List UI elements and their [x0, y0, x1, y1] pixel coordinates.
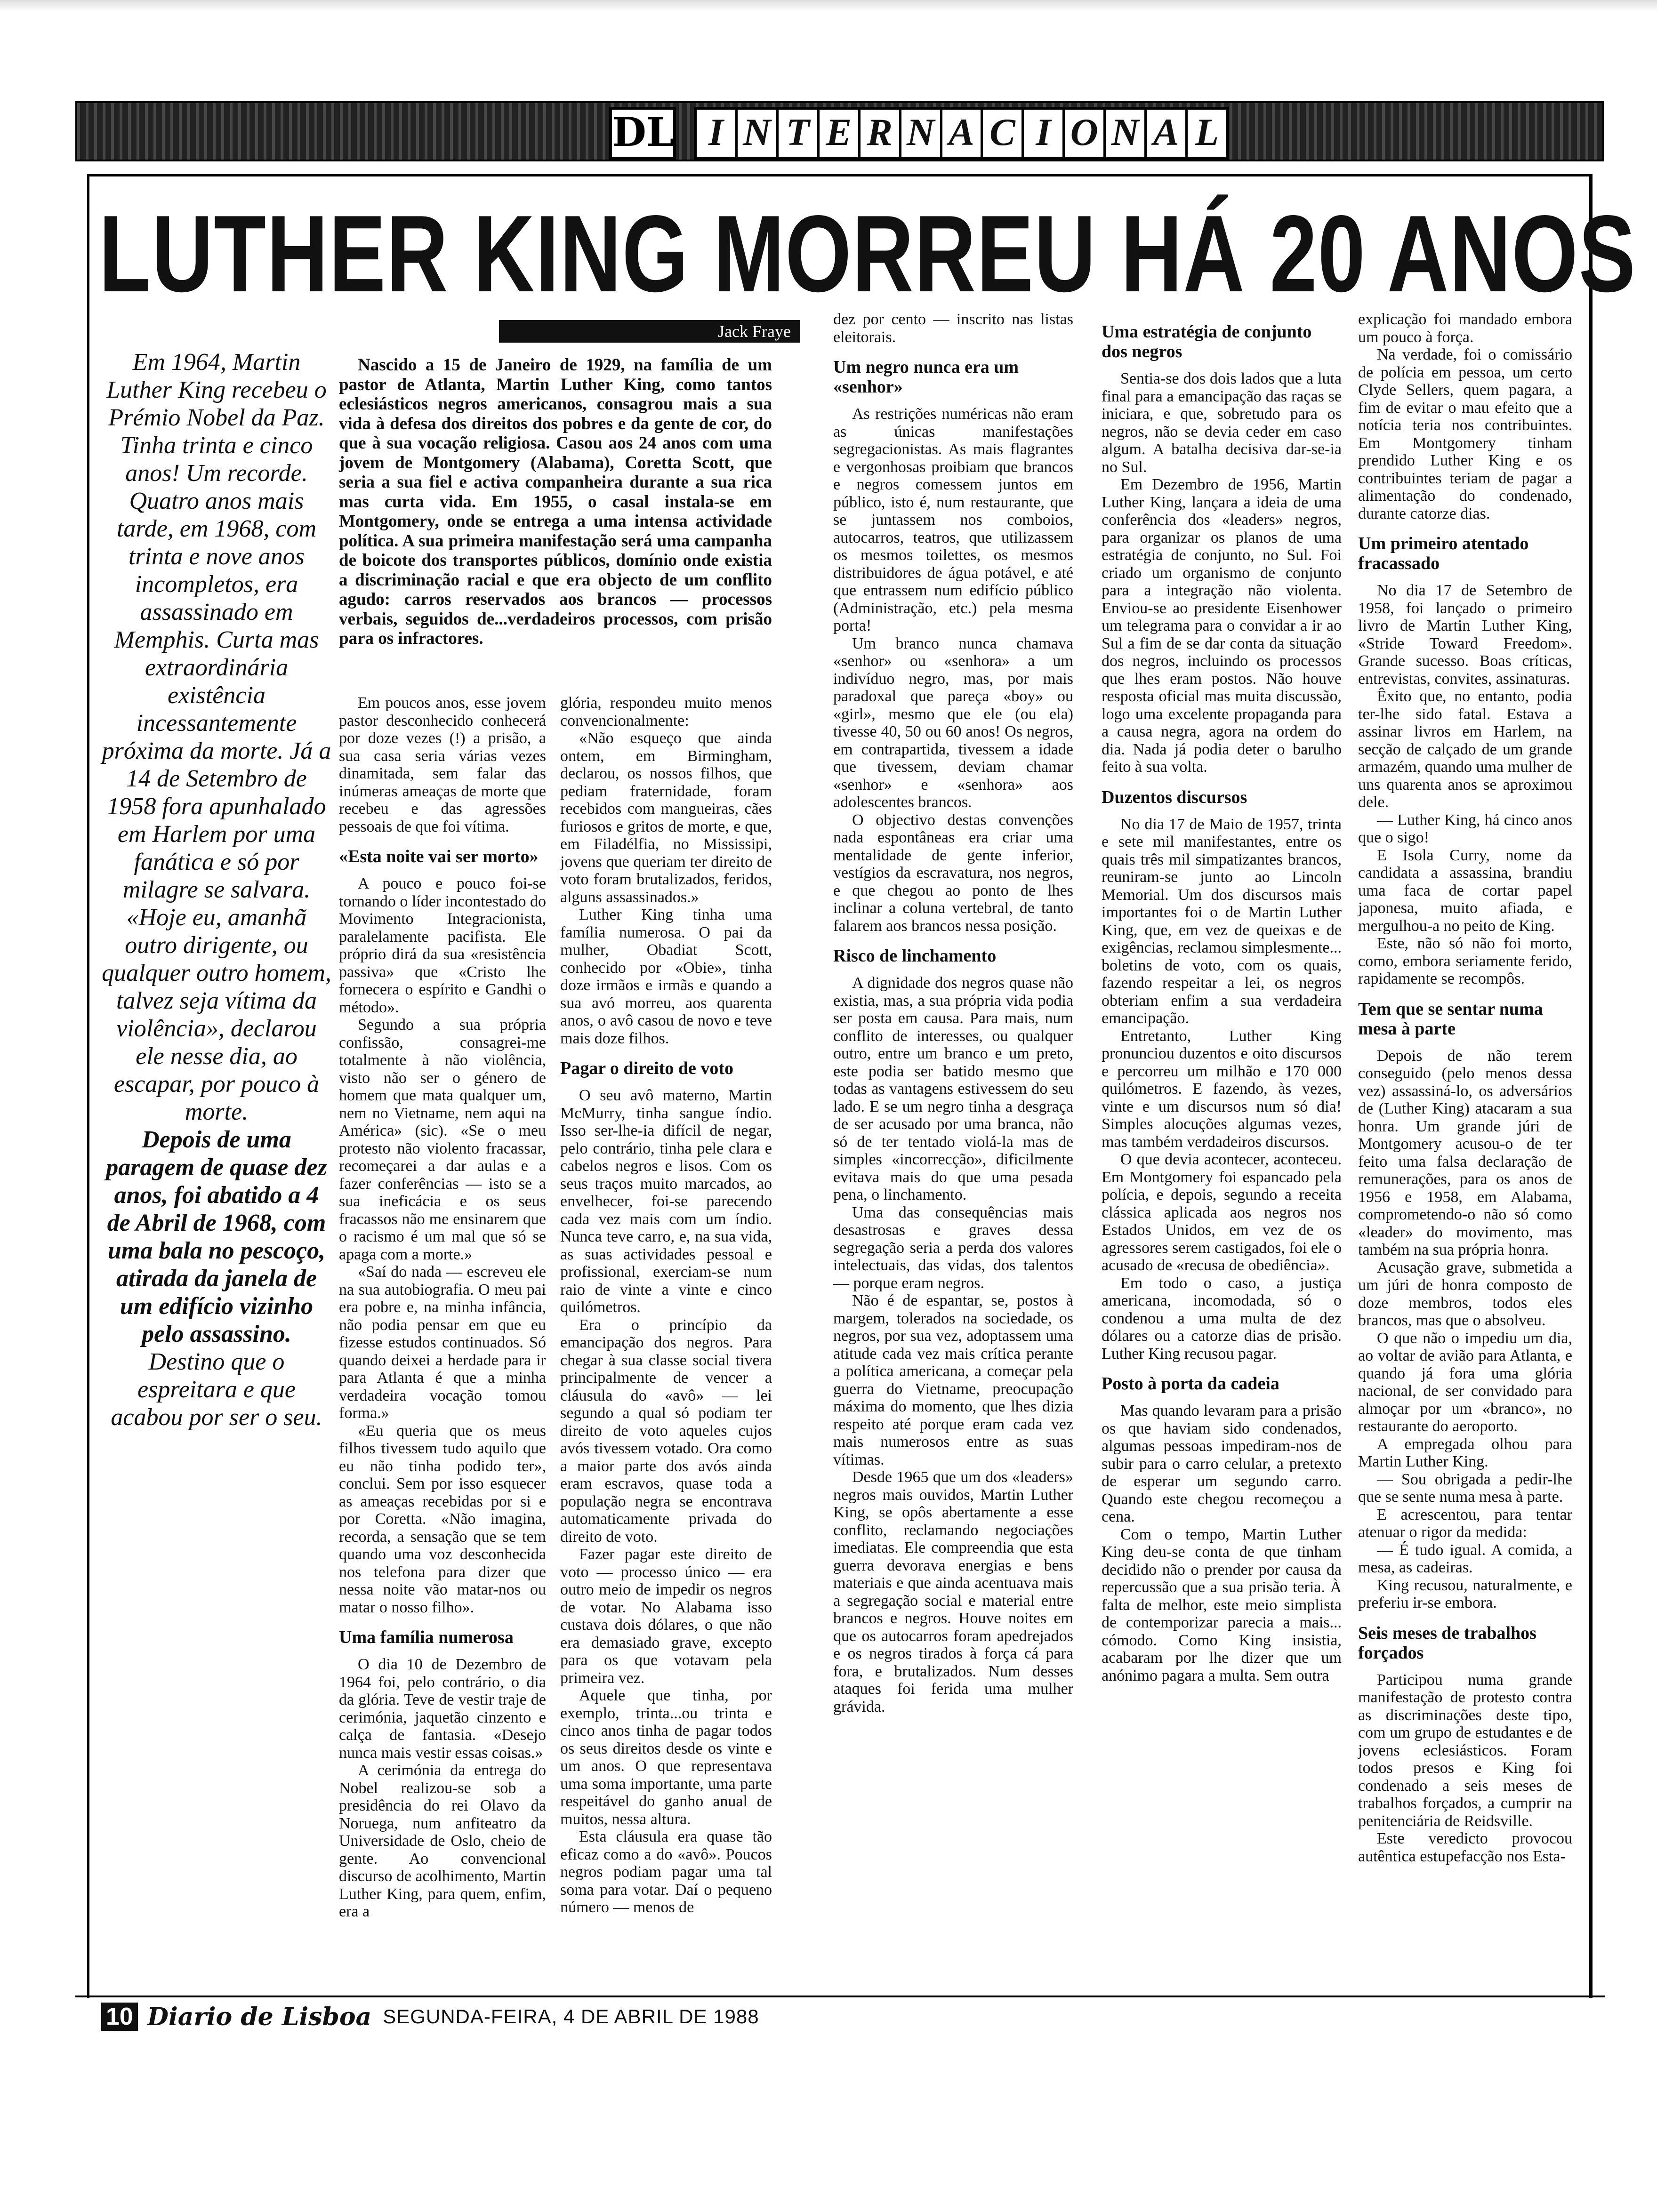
issue-date: SEGUNDA-FEIRA, 4 DE ABRIL DE 1988	[383, 2005, 759, 2028]
body-paragraph: Segundo a sua própria confissão, consagrei-me totalmente à não violência, visto não ser o género de homem que mata qualquer um, nem no Vietname, nem aqui na América» (sic). «Se o meu protesto não violento fracassar, recomeçarei a dar aulas e a fazer conferências — isto se a sua ineficácia e os seus fracassos não me ensinarem que o racismo é um mal que só se apaga com a morte.»	[339, 1016, 546, 1263]
body-paragraph: Este veredicto provocou autêntica estupefacção nos Esta-	[1358, 1830, 1572, 1865]
subheading: Duzentos discursos	[1102, 787, 1247, 807]
body-paragraph: Fazer pagar este direito de voto — processo único — era outro meio de impedir os negros de votar. No Alabama isso custava dois dólares, o que não era demasiado grave, excepto para os que votavam pela primeira vez.	[560, 1546, 772, 1687]
section-letter: T	[779, 110, 820, 157]
body-paragraph: dez por cento — inscrito nas listas eleitorais.	[833, 311, 1073, 346]
intro-paragraph: Em 1964, Martin Luther King recebeu o Prémio Nobel da Paz. Tinha trinta e cinco anos! Um recorde. Quatro anos mais tarde, em 1968, com trinta e nove anos incompletos, era assassinado em Memphis. Curta mas extraordinária existência incessantemente próxima da morte. Já a 14 de Setembro de 1958 fora apunhalado em Harlem por uma fanática e só por milagre se salvara. «Hoje eu, amanhã outro dirigente, ou qualquer outro homem, talvez seja vítima da violência», declarou ele nesse dia, ao escapar, por pouco à morte.	[102, 349, 331, 1125]
body-paragraph: Entretanto, Luther King pronunciou duzentos e oito discursos e percorreu um milhão e 170 000 quilómetros. E fazendo, às vezes, vinte e um discursos num só dia! Simples alocuções algumas vezes, mas também verdadeiros discursos.	[1102, 1027, 1342, 1151]
body-paragraph: Era o princípio da emancipação dos negros. Para chegar à sua classe social tivera principalmente de vencer a cláusula do «avô» — lei segundo a qual só podiam ter direito de voto aqueles cujos avós tivessem votado. Ora como a maior parte dos avós ainda eram escravos, quase toda a população negra se encontrava automaticamente privada do direito de voto.	[560, 1316, 772, 1546]
body-paragraph: No dia 17 de Setembro de 1958, foi lançado o primeiro livro de Martin Luther King, «Stride Toward Freedom». Grande sucesso. Boas críticas, entrevistas, convites, assinaturas.	[1358, 582, 1572, 688]
subheading: «Esta noite vai ser morto»	[339, 847, 539, 866]
byline: Jack Fraye	[499, 320, 800, 343]
body-paragraph: Na verdade, foi o comissário de polícia em pessoa, um certo Clyde Sellers, quem pagara, a fim de evitar o mau efeito que a notícia teria nos contribuintes. Em Montgomery tinham prendido Luther King e os contribuintes teriam de pagar a alimentação do condenado, durante catorze dias.	[1358, 346, 1572, 522]
body-paragraph: A dignidade dos negros quase não existia, mas, a sua própria vida podia ser posta em causa. Para mais, num conflito de interesses, ou qualquer outro, entre um branco e um preto, este podia ser batido mesmo que todas as vantagens estivessem do seu lado. E se um negro tinha a desgraça de ser acusado por uma branca, não só de ter tentado violá-la mas de simples «incorrecção», dificilmente evitava mais do que uma pesada pena, o linchamento.	[833, 974, 1073, 1203]
subheading: Um negro nunca era um «senhor»	[833, 357, 1019, 397]
body-paragraph: A pouco e pouco foi-se tornando o líder incontestado do Movimento Integracionista, paralelamente pacifista. Ele próprio dirá da sua «resistência passiva» que «Cristo lhe fornecera o espírito e Gandhi o método».	[339, 875, 547, 1016]
body-paragraph: O seu avô materno, Martin McMurry, tinha sangue índio. Isso ser-lhe-ia difícil de negar, pelo contrário, tinha pele clara e cabelos negros e lisos. Com os seus traços muito marcados, ao envelhecer, foi-se parecendo cada vez mais com um índio. Nunca teve carro, e, na sua vida, as suas actividades pessoal e profissional, exerciam-se num raio de vinte a vinte e cinco quilómetros.	[560, 1087, 772, 1316]
intro-paragraph: Destino que o espreitara e que acabou por ser o seu.	[111, 1348, 322, 1431]
section-letter: N	[901, 110, 942, 157]
page-number: 10	[101, 2003, 138, 2031]
subheading: Seis meses de trabalhos forçados	[1358, 1623, 1536, 1663]
body-paragraph: A empregada olhou para Martin Luther King.	[1358, 1435, 1572, 1470]
subheading: Um primeiro atentado fracassado	[1358, 534, 1529, 573]
body-paragraph: Com o tempo, Martin Luther King deu-se conta de que tinham decidido não o prender por causa da repercussão que a sua prisão teria. À falta de melhor, este meio simplista de contemporizar parecia a mais... cómodo. Como King insistia, acabaram por lhe dizer que um anónimo pagara a multa. Sem outra	[1102, 1525, 1342, 1684]
section-letter: L	[1195, 111, 1219, 153]
body-paragraph: Em Dezembro de 1956, Martin Luther King, lançara a ideia de uma conferência dos «leaders» negros, para organizar os planos de uma estratégia de conjunto, no Sul. Foi criado um organismo de conjunto para a integração não violenta. Enviou-se ao presidente Eisenhower um telegrama para o convidar a ir ao Sul a fim de se dar conta da situação dos negros, incluindo os processos que lhes eram postos. Não houve resposta oficial mas muita discussão, logo uma excelente propaganda para a causa negra, agora na ordem do dia. Nada já podia deter o barulho feito à sua volta.	[1102, 476, 1342, 776]
body-paragraph: «Não esqueço que ainda ontem, em Birmingham, declarou, os nossos filhos, que pediam fraternidade, foram recebidos com mangueiras, cães furiosos e gritos de morte, e que, em Filadélfia, no Mississipi, jovens que queriam ter direito de voto foram brutalizados, feridos, alguns assassinados.»	[560, 729, 772, 906]
section-letter: N	[738, 110, 779, 157]
body-paragraph: King recusou, naturalmente, e preferiu ir-se embora.	[1358, 1576, 1572, 1611]
body-paragraph: Êxito que, no entanto, podia ter-lhe sido fatal. Estava a assinar livros em Harlem, na secção de calçado de um grande armazém, quando uma mulher de uns quarenta anos se aproximou dele.	[1358, 688, 1572, 811]
subheading: Uma família numerosa	[339, 1627, 514, 1647]
body-paragraph: Sentia-se dos dois lados que a luta final para a emancipação das raças se iniciara, e que, sobretudo para os negros, não se devia ceder em caso algum. A batalha decisiva dar-se-ia no Sul.	[1102, 370, 1342, 476]
lead-paragraph	[339, 355, 772, 649]
body-paragraph: Participou numa grande manifestação de protesto contra as discriminações deste tipo, com um grupo de estudantes e de jovens eclesiásticos. Foram todos presos e King foi condenado a seis meses de trabalhos forçados, a cumprir na penitenciária de Reidsville.	[1358, 1671, 1572, 1830]
headline: LUTHER KING MORREU HÁ 20 ANOS	[99, 193, 1636, 315]
dl-logo: DL	[609, 107, 676, 160]
column-3	[833, 311, 1073, 1715]
body-paragraph: Em poucos anos, esse jovem pastor desconhecido conhecerá por doze vezes (!) a prisão, a sua casa seria várias vezes dinamitada, sem falar das inúmeras ameaças de morte que recebeu e das agressões pessoais de que foi vítima.	[339, 694, 546, 835]
section-letter: R	[861, 110, 901, 157]
body-paragraph: Desde 1965 que um dos «leaders» negros mais ouvidos, Martin Luther King, se opôs abertamente a esse conflito, reclamando negociações imediatas. Ele compreendia que esta guerra devorava energias e bens materiais e que ainda acentuava mais a segregação social e material entre brancos e negros. Houve noites em que os autocarros foram apedrejados e os negros tirados à força cá para fora, e brutalizados. Num desses ataques foi ferida uma mulher grávida.	[833, 1468, 1073, 1715]
body-paragraph: Aquele que tinha, por exemplo, trinta...ou trinta e cinco anos tinha de pagar todos os seus direitos desde os vinte e um anos. O que representava uma soma importante, uma parte respeitável do ganho anual de muitos, nessa altura.	[560, 1687, 772, 1828]
subheading: Posto à porta da cadeia	[1102, 1374, 1279, 1394]
body-paragraph: E Isola Curry, nome da candidata a assassina, brandiu uma faca de cortar papel japonesa, muito afiada, e mergulhou-a no peito de King.	[1358, 846, 1572, 935]
subheading: Uma estratégia de conjunto dos negros	[1102, 322, 1312, 361]
section-letter: I	[1024, 110, 1065, 157]
column-4	[1102, 311, 1342, 1684]
body-paragraph: — É tudo igual. A comida, a mesa, as cadeiras.	[1358, 1541, 1572, 1576]
body-paragraph: glória, respondeu muito menos convencionalmente:	[560, 694, 772, 729]
footer-rule	[75, 1996, 1605, 1997]
lead-text: Nascido a 15 de Janeiro de 1929, na família de um pastor de Atlanta, Martin Luther King, como tantos eclesiásticos negros americanos, consagrou mais a sua vida à defesa dos direitos dos pobres e da gente de cor, do que à sua vocação religiosa. Casou aos 24 anos com uma jovem de Montgomery (Alabama), Coretta Scott, que seria a sua fiel e activa companheira durante a sua rica mas curta vida. Em 1955, o casal instala-se em Montgomery, onde se entrega a uma intensa actividade política. A sua primeira manifestação será uma campanha de boicote dos transportes públicos, domínio onde existia a discriminação racial e que era objecto de um conflito agudo: carros reservados aos brancos — processos verbais, seguidos de...verdadeiros processos, com prisão para os infractores.	[339, 355, 772, 648]
intro-paragraph: Depois de uma paragem de quase dez anos, foi abatido a 4 de Abril de 1968, com uma bala no pescoço, atirada da janela de um edifício vizinho pelo assassino.	[106, 1126, 327, 1347]
body-paragraph: Este, não só não foi morto, como, embora seriamente ferido, rapidamente se recompôs.	[1358, 935, 1572, 987]
body-paragraph: — Sou obrigada a pedir-lhe que se sente numa mesa à parte.	[1358, 1470, 1572, 1506]
section-letter: O	[1065, 110, 1106, 157]
body-paragraph: O dia 10 de Dezembro de 1964 foi, pelo contrário, o dia da glória. Teve de vestir traje de cerimónia, jaquetão cinzento e calça de fantasia. «Desejo nunca mais vestir essas coisas.»	[339, 1656, 546, 1762]
body-paragraph: — Luther King, há cinco anos que o sigo!	[1358, 811, 1572, 846]
column-1	[339, 694, 546, 1921]
body-paragraph: O que não o impediu um dia, ao voltar de avião para Atlanta, e quando já fora uma glória nacional, de ser convidado para almoçar por um «branco», no restaurante do aeroporto.	[1358, 1329, 1572, 1435]
column-2	[560, 694, 772, 1916]
section-letter: A	[942, 110, 983, 157]
body-paragraph: No dia 17 de Maio de 1957, trinta e sete mil manifestantes, entre os quais três mil simpatizantes brancos, reuniram-se junto ao Lincoln Memorial. Um dos discursos mais importantes foi o de Martin Luther King, que, em vez de queixas e de exigências, reclamou simplesmente... boletins de voto, com os quais, fazendo respeitar a lei, os negros obteriam enfim a sua verdadeira emancipação.	[1102, 815, 1342, 1027]
subheading: Risco de linchamento	[833, 946, 997, 966]
section-letter: E	[820, 110, 861, 157]
body-paragraph: Um branco nunca chamava «senhor» ou «senhora» a um indivíduo negro, mas, por mais paradoxal que pareça «boy» ou «girl», mesmo que ele (ou ela) tivesse 40, 50 ou 60 anos! Os negros, em contrapartida, tivessem a idade que tivessem, deviam chamar «senhor» e «senhora» aos adolescentes brancos.	[833, 634, 1073, 811]
body-paragraph: E acrescentou, para tentar atenuar o rigor da medida:	[1358, 1506, 1572, 1541]
body-paragraph: Não é de espantar, se, postos à margem, tolerados na sociedade, os negros, por sua vez, adoptassem uma atitude cada vez mais crítica perante a política americana, a começar pela guerra do Vietname, preocupação máxima do momento, que lhes dizia respeito até porque eram cada vez mais numerosos entre as suas vítimas.	[833, 1292, 1073, 1468]
body-paragraph: As restrições numéricas não eram as únicas manifestações segregacionistas. As mais flagrantes e vergonhosas proibiam que brancos e negros comessem juntos em público, isto é, num restaurante, que se juntassem nos comboios, autocarros, teatros, que utilizassem os mesmos toilettes, os mesmos distribuidores de água potável, e até que entrassem num edifício público (Administração, etc.) pela mesma porta!	[833, 405, 1073, 634]
column-5	[1358, 311, 1572, 1865]
body-paragraph: Esta cláusula era quase tão eficaz como a do «avô». Poucos negros podiam pagar uma tal soma para votar. Daí o pequeno número — menos de	[560, 1828, 772, 1916]
body-paragraph: Depois de não terem conseguido (pelo menos dessa vez) assassiná-lo, os adversários de (Luther King) atacaram a sua honra. Um grande júri de Montgomery acusou-o de ter feito uma falsa declaração de remunerações, para os anos de 1956 e 1958, em Alabama, comprometendo-o não só como «leader» do movimento, mas também na sua própria honra.	[1358, 1047, 1572, 1258]
section-letter: I	[697, 110, 738, 157]
section-letter: C	[983, 110, 1024, 157]
body-paragraph: Acusação grave, submetida a um júri de honra composto de doze membros, todos eles brancos, mas que o absolveu.	[1358, 1258, 1572, 1329]
body-paragraph: Uma das consequências mais desastrosas e graves dessa segregação seria a perda dos valores intelectuais, das vidas, dos talentos — porque eram negros.	[833, 1203, 1073, 1292]
body-paragraph: O que devia acontecer, aconteceu. Em Montgomery foi espancado pela polícia, e depois, segundo a receita clássica aplicada aos negros nos Estados Unidos, em vez de os agressores serem castigados, foi ele o acusado de «recusa de obediência».	[1102, 1151, 1342, 1274]
body-paragraph: Mas quando levaram para a prisão os que haviam sido condenados, algumas pessoas impediram-nos de subir para o carro celular, a pretexto de esperar um segundo carro. Quando este chegou recomeçou a cena.	[1102, 1402, 1342, 1525]
section-letter: A	[1147, 110, 1188, 157]
section-header-bar	[75, 101, 1604, 161]
body-paragraph: «Saí do nada — escreveu ele na sua autobiografia. O meu pai era pobre e, na minha infância, não podia pensar em que eu fizesse estudos continuados. Só quando deixei a herdade para ir para Atlanta é que a minha verdadeira vocação tomou forma.»	[339, 1263, 546, 1422]
body-paragraph: O objectivo destas convenções nada espontâneas era criar uma mentalidade de gente inferior, vestígios da escravatura, nos negros, e que chegou ao ponto de lhes inclinar a coluna vertebral, de tanto falarem aos brancos nessa posição.	[833, 811, 1073, 935]
body-paragraph: Luther King tinha uma família numerosa. O pai da mulher, Obadiat Scott, conhecido por «Obie», tinha doze irmãos e irmãs e quando a sua avó morreu, aos quarenta anos, o avô casou de novo e teve mais doze filhos.	[560, 906, 772, 1047]
section-letter: N	[1106, 110, 1147, 157]
page-footer	[101, 2000, 760, 2033]
body-paragraph: Em todo o caso, a justiça americana, incomodada, só o condenou a uma multa de dez dólares ou a catorze dias de prisão. Luther King recusou pagar.	[1102, 1274, 1342, 1362]
body-paragraph: «Eu queria que os meus filhos tivessem tudo aquilo que eu não tinha podido ter», conclui. Sem por isso esquecer as ameaças recebidas por si e por Coretta. «Não imagina, recorda, a sensação que se tem quando uma voz desconhecida nos telefona para dizer que nessa noite vão matar-nos ou matar o nosso filho».	[339, 1422, 546, 1616]
masthead: Diario de Lisboa	[147, 2002, 372, 2031]
body-paragraph: A cerimónia da entrega do Nobel realizou-se sob a presidência do rei Olavo da Noruega, num anfiteatro da Universidade de Oslo, cheio de gente. Ao convencional discurso de acolhimento, Martin Luther King, para quem, enfim, era a	[339, 1762, 547, 1920]
section-title-internacional	[694, 107, 1229, 160]
subheading: Tem que se sentar numa mesa à parte	[1358, 999, 1543, 1039]
intro-standfirst	[101, 348, 332, 1431]
body-paragraph: explicação foi mandado embora um pouco à força.	[1358, 311, 1572, 346]
scan-edge	[0, 0, 1657, 11]
subheading: Pagar o direito de voto	[560, 1058, 733, 1078]
